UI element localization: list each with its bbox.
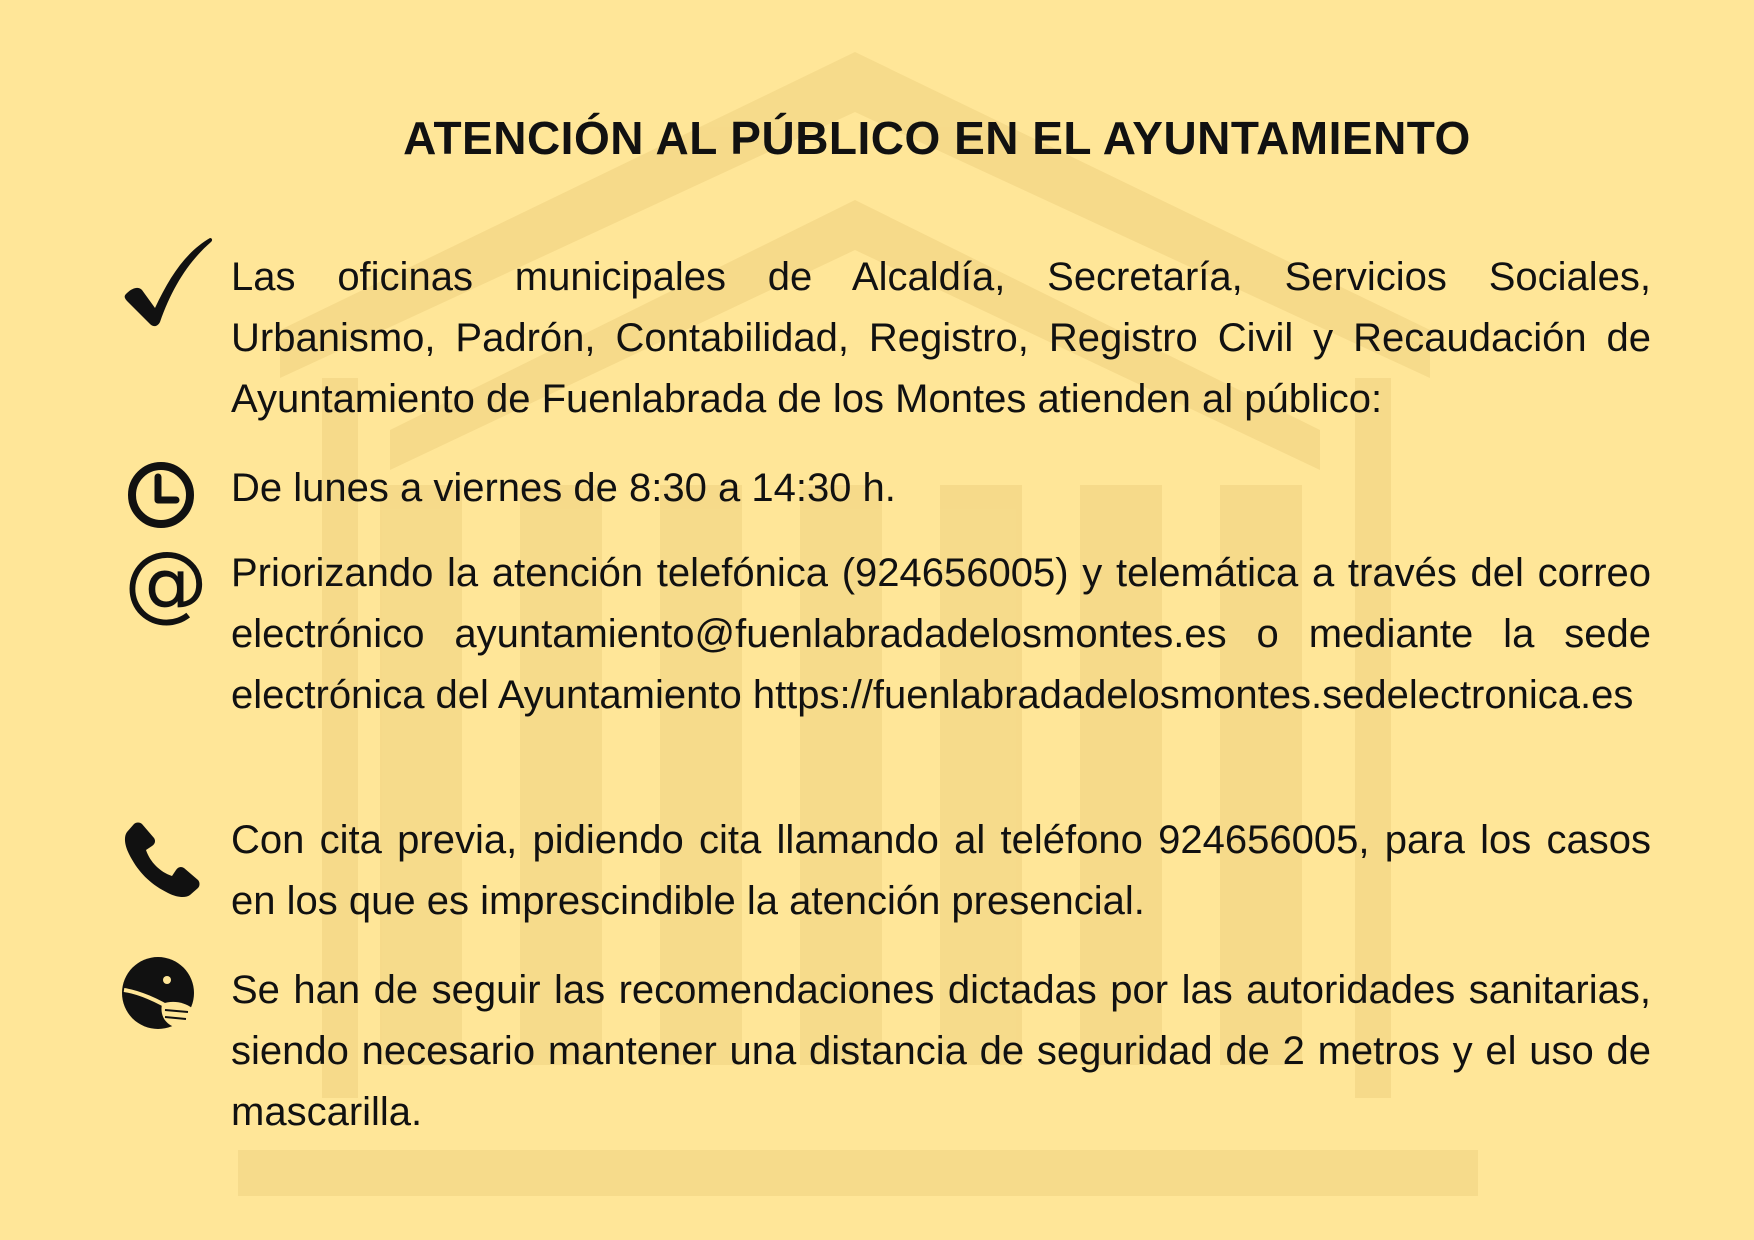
at-sign-icon: @	[124, 533, 208, 631]
health-recommendations-text: Se han de seguir las recomendaciones dictadas por las autoridades sanitarias, siendo necesario mantener una distancia de seguridad de 2 metros y el uso de mascarilla.	[231, 968, 1651, 1134]
offices-text: Las oficinas municipales de Alcaldía, Secretaría, Servicios Sociales, Urbanismo, Padrón, Contabilidad, Registro, Registro Civil y Recaudación de Ayuntamiento de Fuenlabrada de los Montes atienden al público:	[231, 255, 1651, 421]
page-title: ATENCIÓN AL PÚBLICO EN EL AYUNTAMIENTO	[403, 112, 1471, 164]
remote-contact-text: Priorizando la atención telefónica (924656005) y telemática a través del correo electrónico ayuntamiento@fuenlabradadelosmontes.es o mediante la sede electrónica del Ayuntamiento https://fuenlabradadelosmontes.sedelectronica.es	[231, 551, 1651, 717]
clock-icon	[126, 460, 196, 530]
appointment-text: Con cita previa, pidiendo cita llamando al teléfono 924656005, para los casos en los que es imprescindible la atención presencial.	[231, 818, 1651, 923]
face-mask-icon	[118, 950, 204, 1036]
phone-icon	[124, 820, 202, 898]
schedule-text: De lunes a viernes de 8:30 a 14:30 h.	[231, 466, 896, 510]
checkmark-icon	[122, 236, 214, 328]
